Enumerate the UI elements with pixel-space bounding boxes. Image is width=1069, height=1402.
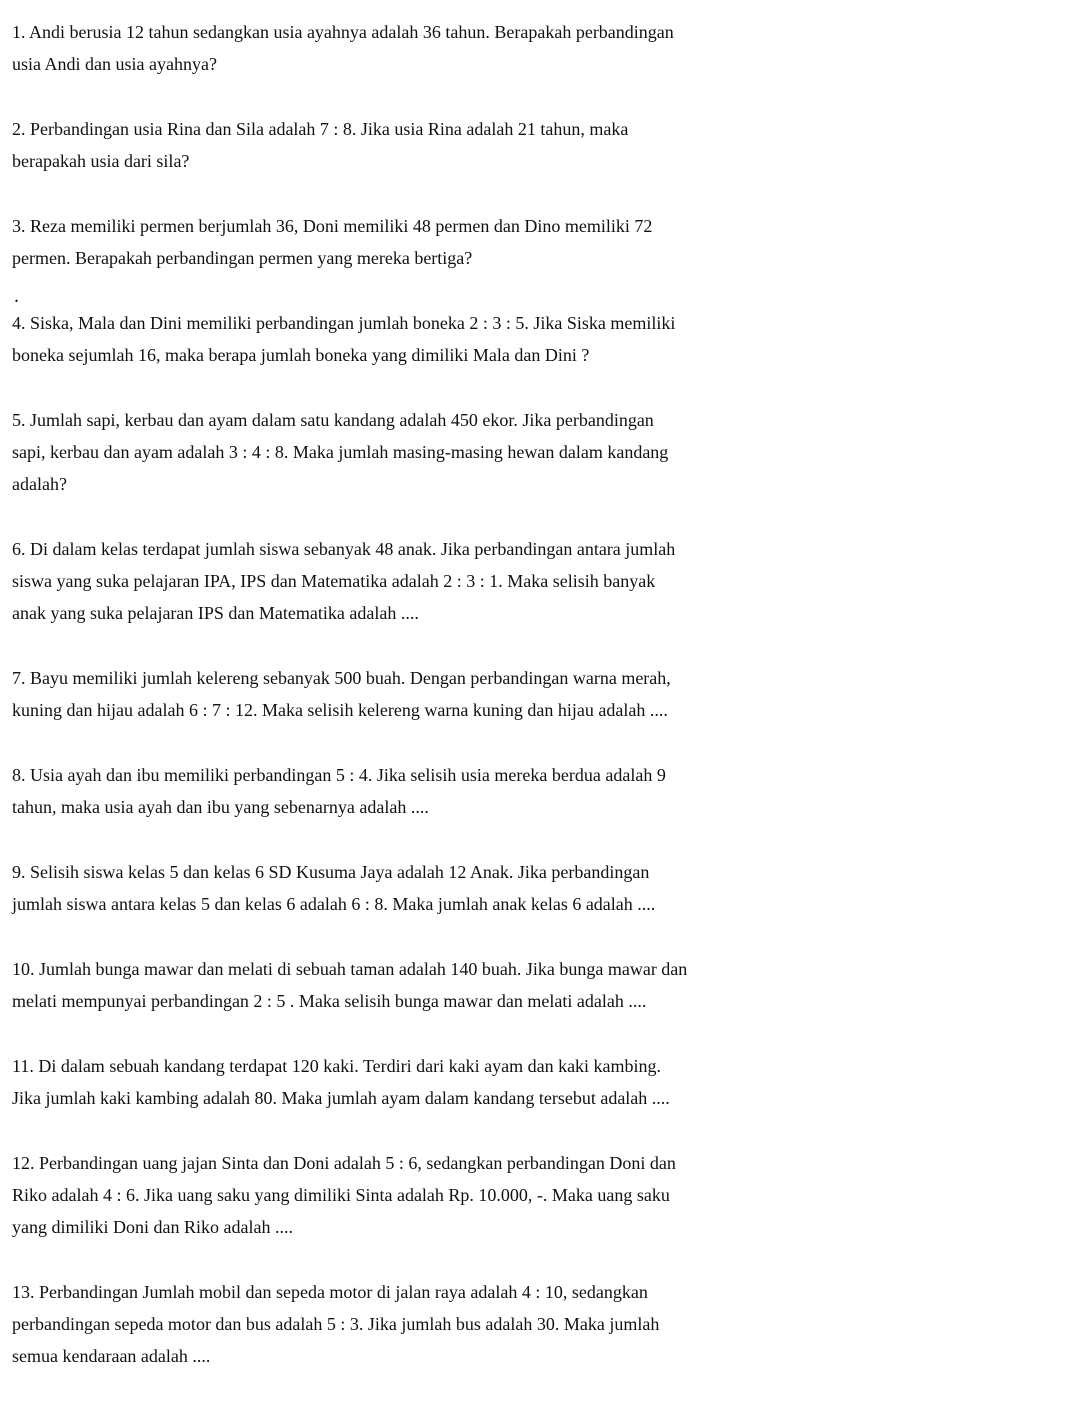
question-5 — [12, 404, 1069, 500]
question-line: 3. Reza memiliki permen berjumlah 36, Doni memiliki 48 permen dan Dino memiliki 72 — [12, 216, 653, 236]
question-line: permen. Berapakah perbandingan permen yang mereka bertiga? — [12, 248, 473, 268]
question-line: yang dimiliki Doni dan Riko adalah .... — [12, 1217, 293, 1237]
question-13 — [12, 1276, 1069, 1372]
question-2 — [12, 113, 1069, 177]
question-line: Riko adalah 4 : 6. Jika uang saku yang dimiliki Sinta adalah Rp. 10.000, -. Maka uang saku — [12, 1185, 670, 1205]
question-line: tahun, maka usia ayah dan ibu yang sebenarnya adalah .... — [12, 797, 429, 817]
question-line: 6. Di dalam kelas terdapat jumlah siswa sebanyak 48 anak. Jika perbandingan antara jumlah — [12, 539, 676, 559]
question-line: 8. Usia ayah dan ibu memiliki perbandingan 5 : 4. Jika selisih usia mereka berdua adalah 9 — [12, 765, 666, 785]
question-line: semua kendaraan adalah .... — [12, 1346, 211, 1366]
question-line: 12. Perbandingan uang jajan Sinta dan Doni adalah 5 : 6, sedangkan perbandingan Doni dan — [12, 1153, 676, 1173]
question-3 — [12, 210, 1069, 274]
question-10 — [12, 953, 1069, 1017]
question-line: kuning dan hijau adalah 6 : 7 : 12. Maka selisih kelereng warna kuning dan hijau adalah .... — [12, 700, 668, 720]
question-line: 7. Bayu memiliki jumlah kelereng sebanyak 500 buah. Dengan perbandingan warna merah, — [12, 668, 671, 688]
question-1 — [12, 16, 1069, 80]
question-line: siswa yang suka pelajaran IPA, IPS dan Matematika adalah 2 : 3 : 1. Maka selisih banyak — [12, 571, 656, 591]
question-11 — [12, 1050, 1069, 1114]
question-line: 11. Di dalam sebuah kandang terdapat 120 kaki. Terdiri dari kaki ayam dan kaki kambing. — [12, 1056, 662, 1076]
question-line: perbandingan sepeda motor dan bus adalah 5 : 3. Jika jumlah bus adalah 30. Maka jumlah — [12, 1314, 660, 1334]
question-line: usia Andi dan usia ayahnya? — [12, 54, 217, 74]
question-line: 1. Andi berusia 12 tahun sedangkan usia ayahnya adalah 36 tahun. Berapakah perbandingan — [12, 22, 674, 42]
question-7 — [12, 662, 1069, 726]
question-line: boneka sejumlah 16, maka berapa jumlah boneka yang dimiliki Mala dan Dini ? — [12, 345, 590, 365]
question-line: 13. Perbandingan Jumlah mobil dan sepeda motor di jalan raya adalah 4 : 10, sedangkan — [12, 1282, 648, 1302]
question-line: Jika jumlah kaki kambing adalah 80. Maka jumlah ayam dalam kandang tersebut adalah .... — [12, 1088, 670, 1108]
question-line: anak yang suka pelajaran IPS dan Matematika adalah .... — [12, 603, 419, 623]
stray-dot: . — [14, 285, 19, 307]
question-line: jumlah siswa antara kelas 5 dan kelas 6 adalah 6 : 8. Maka jumlah anak kelas 6 adalah .... — [12, 894, 656, 914]
question-line: 4. Siska, Mala dan Dini memiliki perbandingan jumlah boneka 2 : 3 : 5. Jika Siska memiliki — [12, 313, 676, 333]
question-12 — [12, 1147, 1069, 1243]
question-line: berapakah usia dari sila? — [12, 151, 190, 171]
question-9 — [12, 856, 1069, 920]
question-line: sapi, kerbau dan ayam adalah 3 : 4 : 8. Maka jumlah masing-masing hewan dalam kandang — [12, 442, 669, 462]
question-line: 10. Jumlah bunga mawar dan melati di sebuah taman adalah 140 buah. Jika bunga mawar dan — [12, 959, 688, 979]
question-line: 5. Jumlah sapi, kerbau dan ayam dalam satu kandang adalah 450 ekor. Jika perbandingan — [12, 410, 654, 430]
question-line: adalah? — [12, 474, 67, 494]
question-line: 2. Perbandingan usia Rina dan Sila adalah 7 : 8. Jika usia Rina adalah 21 tahun, maka — [12, 119, 629, 139]
question-8 — [12, 759, 1069, 823]
question-6 — [12, 533, 1069, 629]
question-4 — [12, 307, 1069, 371]
question-line: melati mempunyai perbandingan 2 : 5 . Maka selisih bunga mawar dan melati adalah .... — [12, 991, 647, 1011]
question-line: 9. Selisih siswa kelas 5 dan kelas 6 SD Kusuma Jaya adalah 12 Anak. Jika perbandingan — [12, 862, 650, 882]
